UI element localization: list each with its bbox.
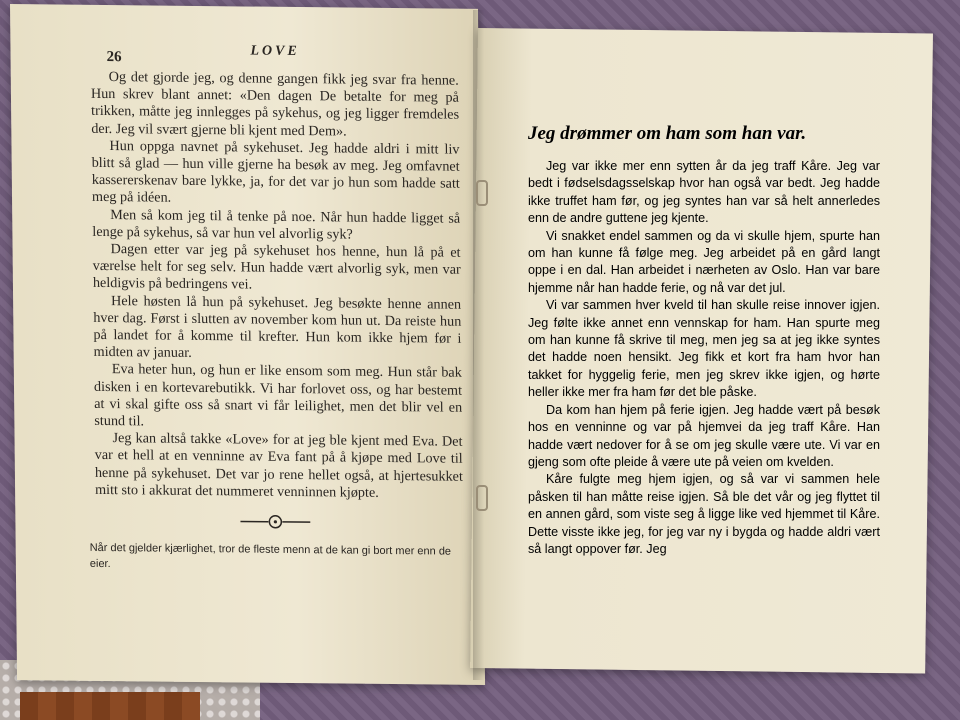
paragraph: Og det gjorde jeg, og denne gangen fikk jeg svar fra henne. Hun skrev blant annet: «Den dagen De betalte for meg på trikken, måtte jeg innlegges på sykehus, og jeg ligger fremdeles der. Jeg vil svært gjerne bli kjent med Dem».	[90, 69, 460, 140]
paragraph: Eva heter hun, og hun er like ensom som meg. Hun står bak disken i en kortevarebutikk. Vi har forlovet oss, og har bestemt at vi skal gifte oss så snart vi får leilighet, men det blir vel en stund til.	[93, 361, 463, 430]
page-number: 26	[106, 49, 122, 66]
paragraph: Kåre fulgte meg hjem igjen, og så var vi sammen hele påsken til han måtte reise igjen. Så ble det vår og jeg flyttet til en annen gård, som viste seg å ligge like ved hjemmet til Kåre. Dette visste ikke jeg, for jeg var ny i bygda og hadde aldri vært så langt oppover før. Jeg	[528, 472, 880, 556]
divider-ornament	[240, 513, 310, 530]
book-spine	[473, 10, 487, 680]
left-page-body	[91, 69, 463, 503]
right-page-body	[528, 158, 880, 558]
staple	[476, 180, 488, 206]
footnote: Når det gjelder kjærlighet, tror de fleste menn at de kan gi bort mer enn de eier.	[89, 541, 452, 571]
open-magazine	[10, 0, 935, 700]
paragraph: Hele høsten lå hun på sykehuset. Jeg besøkte henne annen hver dag. Først i slutten av november kom hun ut. Da reiste hun på landet for å komme til krefter. Hun kom ikke hjem før i midten av januar.	[93, 292, 462, 362]
paragraph: Jeg var ikke mer enn sytten år da jeg traff Kåre. Jeg var bedt i fødselsdagsselskap hvor han også var bedt. Jeg hadde ikke truffet ham før, og jeg syntes han var så helt annerledes enn de andre guttene jeg kjente.	[528, 159, 880, 226]
paragraph: Men så kom jeg til å tenke på noe. Når hun hadde ligget så lenge på sykehus, så var hun vel alvorlig syk?	[92, 206, 461, 243]
paragraph: Jeg kan altså takke «Love» for at jeg ble kjent med Eva. Det var et hell at en venninne av Eva fant på å kjøpe med Love til henne på sykehuset. Det var jo rene hellet også, at hjertesukket mitt sto i akkurat det nummeret venninnen kjøpte.	[94, 430, 463, 501]
left-page	[10, 4, 485, 685]
paragraph: Hun oppga navnet på sykehuset. Jeg hadde aldri i mitt liv blitt så glad — hun ville gjerne ha besøk av meg. Jeg omfavnet kassererskenav bare lykke, ja, for det var jo hun som hadde satt meg på idéen.	[91, 137, 460, 207]
paragraph: Vi snakket endel sammen og da vi skulle hjem, spurte han om han kunne få følge meg. Jeg arbeidet på en gård langt oppe i en dal. Han arbeidet i nærheten av Oslo. Han var bare hjemme når han hadde ferie, og nå var det jul.	[528, 228, 880, 295]
paragraph: Vi var sammen hver kveld til han skulle reise innover igjen. Jeg følte ikke annet enn vennskap for ham. Han spurte meg om han kunne få skrive til meg, men jeg sa at jeg ikke syntes det hadde noen hensikt. Jeg fikk et kort fra ham hvor han takket for hyggelig ferie, men jeg skrev ikke igjen, og hørte heller ikke mer fra ham før det ble påske.	[528, 298, 880, 400]
staple	[476, 485, 488, 511]
article-title: Jeg drømmer om ham som han var.	[528, 123, 807, 144]
running-head: LOVE	[250, 43, 300, 60]
paragraph: Da kom han hjem på ferie igjen. Jeg hadde vært på besøk hos en venninne og var på hjemvei da jeg traff Kåre. Han hadde vært nedover for å se om jeg skulle være ute. Vi var en gjeng som ofte pleide å være ute på veien om kvelden.	[528, 402, 880, 469]
paragraph: Dagen etter var jeg på sykehuset hos henne, hun lå på et værelse helt for seg selv. Hun hadde vært alvorlig syk, men var heldigvis på bedringens vei.	[92, 241, 461, 293]
